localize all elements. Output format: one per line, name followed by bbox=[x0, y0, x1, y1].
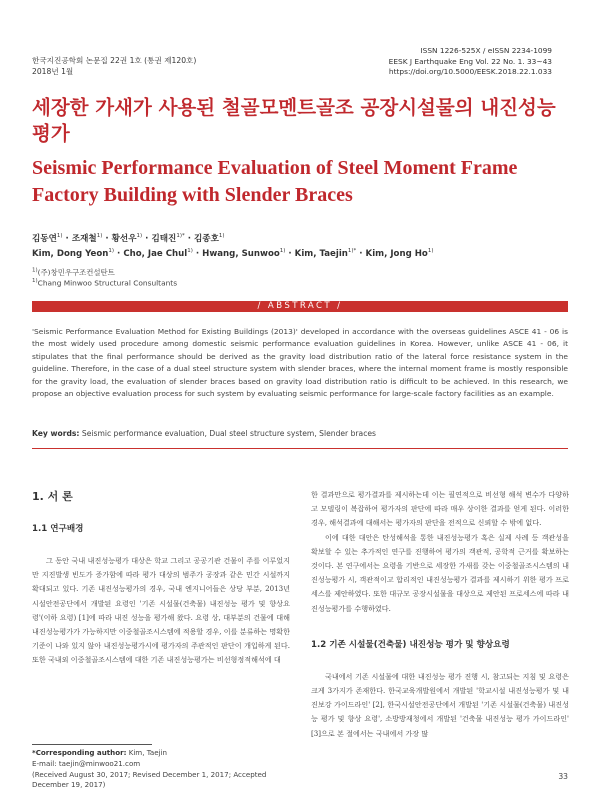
author-name: 김동연 bbox=[32, 234, 57, 244]
author-sup: 1) bbox=[136, 233, 143, 240]
title-korean: 세장한 가새가 사용된 철골모멘트골조 공장시설물의 내진성능평가 bbox=[32, 96, 556, 145]
footnote bbox=[32, 748, 292, 791]
author-sup: 1) bbox=[218, 233, 225, 240]
footnote-received: (Received August 30, 2017; Revised December 1, 2017; Accepted December 19, 2017) bbox=[32, 769, 267, 790]
section-heading: 1. 서 론 bbox=[32, 490, 73, 503]
author-name: 김태진 bbox=[151, 234, 177, 244]
author-name: 김종호 bbox=[194, 234, 219, 244]
journal-info-left bbox=[32, 55, 196, 77]
affiliation-sup: 1) bbox=[32, 278, 38, 284]
author-separator: · bbox=[184, 234, 194, 244]
author-separator: · bbox=[356, 248, 366, 259]
footnote-divider bbox=[32, 744, 152, 745]
author-sup: 1) bbox=[187, 248, 193, 254]
page-number: 33 bbox=[558, 772, 568, 781]
footnote-author: Kim, Taejin bbox=[128, 748, 168, 757]
affiliation-text: (주)창민우구조컨설탄트 bbox=[37, 268, 115, 277]
keywords bbox=[32, 429, 376, 438]
author-name: Hwang, Sunwoo bbox=[202, 248, 280, 259]
footnote-label: *Corresponding author: bbox=[32, 748, 127, 757]
body-paragraph: 이에 대한 대안은 탄성해석을 통한 내진성능평가 혹은 실제 사례 등 객관성을 확보할 수 있는 추가적인 연구를 진행하여 평가의 객관적, 공학적 근거를 확보하는 것이다. 본 연구에서는 요령을 기반으로 세장한 가새를 갖는 이중철골조시스템의 내진성능평가 시, 객관적이고 합리적인 내진성능평가 결과를 제시하기 위한 평가 프로세스를 제안하였다. 또한 대규모 공장시설물을 대상으로 제안된 프로세스에 따라 내진성능평가를 수행하였다. bbox=[311, 532, 569, 613]
authors-korean bbox=[32, 232, 225, 244]
keywords-text: Seismic performance evaluation, Dual steel structure system, Slender braces bbox=[81, 429, 376, 438]
body-paragraph: 그 동안 국내 내진성능평가 대상은 학교 그리고 공공기관 건물이 주를 이루었지만 지진발생 빈도가 증가함에 따라 평가 대상의 범주가 공장과 같은 민간 시설까지 확대되고 있다. 기존 내진성능평가의 경우, 국내 엔지니어들은 상당 부분, 2013년 시설안전공단에서 개발된 요령인 '기존 시설물(건축물) 내진성능 평가 및 향상요령'(이하 요령) [1]에 따라 내진 성능을 평가해 왔다. 요령 상, 대부분의 건물에 대해 내진성능평가가 가능하지만 이중철골조시스템에 적용할 경우, 이를 분류하는 명확한 기준이 나와 있지 않아 내진성능평가시에 평가자의 주관적인 판단이 개입하게 된다. 또한 국내외 이중철골조시스템에 대한 기존 내진성능평가는 비선형정적해석에 대 bbox=[32, 556, 290, 665]
abstract-divider bbox=[32, 448, 568, 449]
author-separator: · bbox=[192, 248, 203, 259]
author-name: 황선우 bbox=[111, 234, 137, 244]
column-left bbox=[32, 488, 290, 668]
body-paragraph: 한 결과만으로 평가결과를 제시하는데 이는 필연적으로 비선형 해석 변수가 다양하고 모델링이 복잡하여 평가자의 판단에 따라 매우 상이한 결과를 얻게 된다. 이러한 경우, 해석결과에 대해서는 평가자의 판단을 전적으로 신뢰할 수 밖에 없다. bbox=[311, 490, 569, 528]
author-sup: 1)* bbox=[176, 233, 185, 240]
author-separator: · bbox=[62, 234, 72, 244]
author-separator: · bbox=[142, 234, 152, 244]
author-name: Kim, Dong Yeon bbox=[32, 248, 109, 259]
abstract-text: 'Seismic Performance Evaluation Method for Existing Buildings (2013)' developed in accordance with the overseas guidelines ASCE 41 - 06 is the most widely used procedure among domestic seismic performance evaluation guidelines in Korea. However, unlike ASCE 41 - 06, it stipulates that the final performance should be derived as the gravity load distribution ratio of the lateral force resistance system in the guideline. Therefore, in the case of a dual steel structure system with slender braces, where the internal moment frame is mostly responsible for the gravity load, the evaluation of slender braces based on gravity load distribution ratio is difficult to be achieved. In this research, we propose an objective evaluation process for such system by evaluating seismic performance for large-scale factory facilities as an example. bbox=[32, 327, 568, 399]
author-sup: 1)* bbox=[347, 248, 357, 254]
author-sup: 1) bbox=[427, 248, 434, 254]
affiliation-english bbox=[32, 278, 177, 287]
author-separator: · bbox=[114, 248, 124, 259]
author-sup: 1) bbox=[279, 248, 286, 254]
author-name: 조재철 bbox=[71, 234, 97, 244]
author-sup: 1) bbox=[108, 248, 115, 254]
journal-date: 2018년 1월 bbox=[32, 67, 74, 76]
author-sup: 1) bbox=[96, 233, 103, 240]
column-right bbox=[311, 488, 569, 741]
affiliation-text: Chang Minwoo Structural Consultants bbox=[37, 278, 178, 288]
doi-link[interactable]: https://doi.org/10.5000/EESK.2018.22.1.033 bbox=[388, 67, 552, 76]
author-separator: · bbox=[102, 234, 112, 244]
title-english: Seismic Performance Evaluation of Steel Moment Frame Factory Building with Slender Braces bbox=[32, 157, 518, 206]
abstract-label: / ABSTRACT / bbox=[257, 301, 343, 311]
author-name: Kim, Taejin bbox=[294, 248, 348, 259]
affiliation-sup: 1) bbox=[32, 267, 38, 274]
author-separator: · bbox=[285, 248, 295, 259]
author-name: Kim, Jong Ho bbox=[365, 248, 428, 259]
subsection-heading: 1.2 기존 시설물(건축물) 내진성능 평가 및 향상요령 bbox=[311, 639, 510, 650]
keywords-label: Key words: bbox=[32, 429, 80, 438]
author-name: Cho, Jae Chul bbox=[123, 248, 188, 259]
journal-info-right bbox=[389, 46, 552, 78]
author-sup: 1) bbox=[56, 233, 63, 240]
citation: EESK J Earthquake Eng Vol. 22 No. 1. 33~43 bbox=[388, 56, 552, 66]
body-paragraph: 국내에서 기존 시설물에 대한 내진성능 평가 진행 시, 참고되는 지침 및 요령은 크게 3가지가 존재한다. 한국교육개발원에서 개발된 '학교시설 내진성능평가 및 내진보강 가이드라인' [2], 한국시설안전공단에서 개발된 '기존 시설물(건축물) 내진성능 평가 및 향상 요령', 소방방재청에서 개발된 '건축물 내진성능 평가 가이드라인' [3]으로 본 절에서는 국내에서 가장 많 bbox=[311, 671, 569, 738]
issn: ISSN 1226-525X / eISSN 2234-1099 bbox=[420, 46, 552, 55]
subsection-heading: 1.1 연구배경 bbox=[32, 524, 84, 534]
corresponding-author bbox=[32, 748, 292, 759]
authors-english bbox=[32, 248, 433, 259]
journal-name: 한국지진공학회 논문집 22권 1호 (통권 제120호) bbox=[32, 56, 197, 65]
footnote-email[interactable]: E-mail: taejin@minwoo21.com bbox=[32, 758, 141, 768]
abstract-header-bar bbox=[32, 301, 568, 312]
affiliation-korean bbox=[32, 267, 115, 278]
